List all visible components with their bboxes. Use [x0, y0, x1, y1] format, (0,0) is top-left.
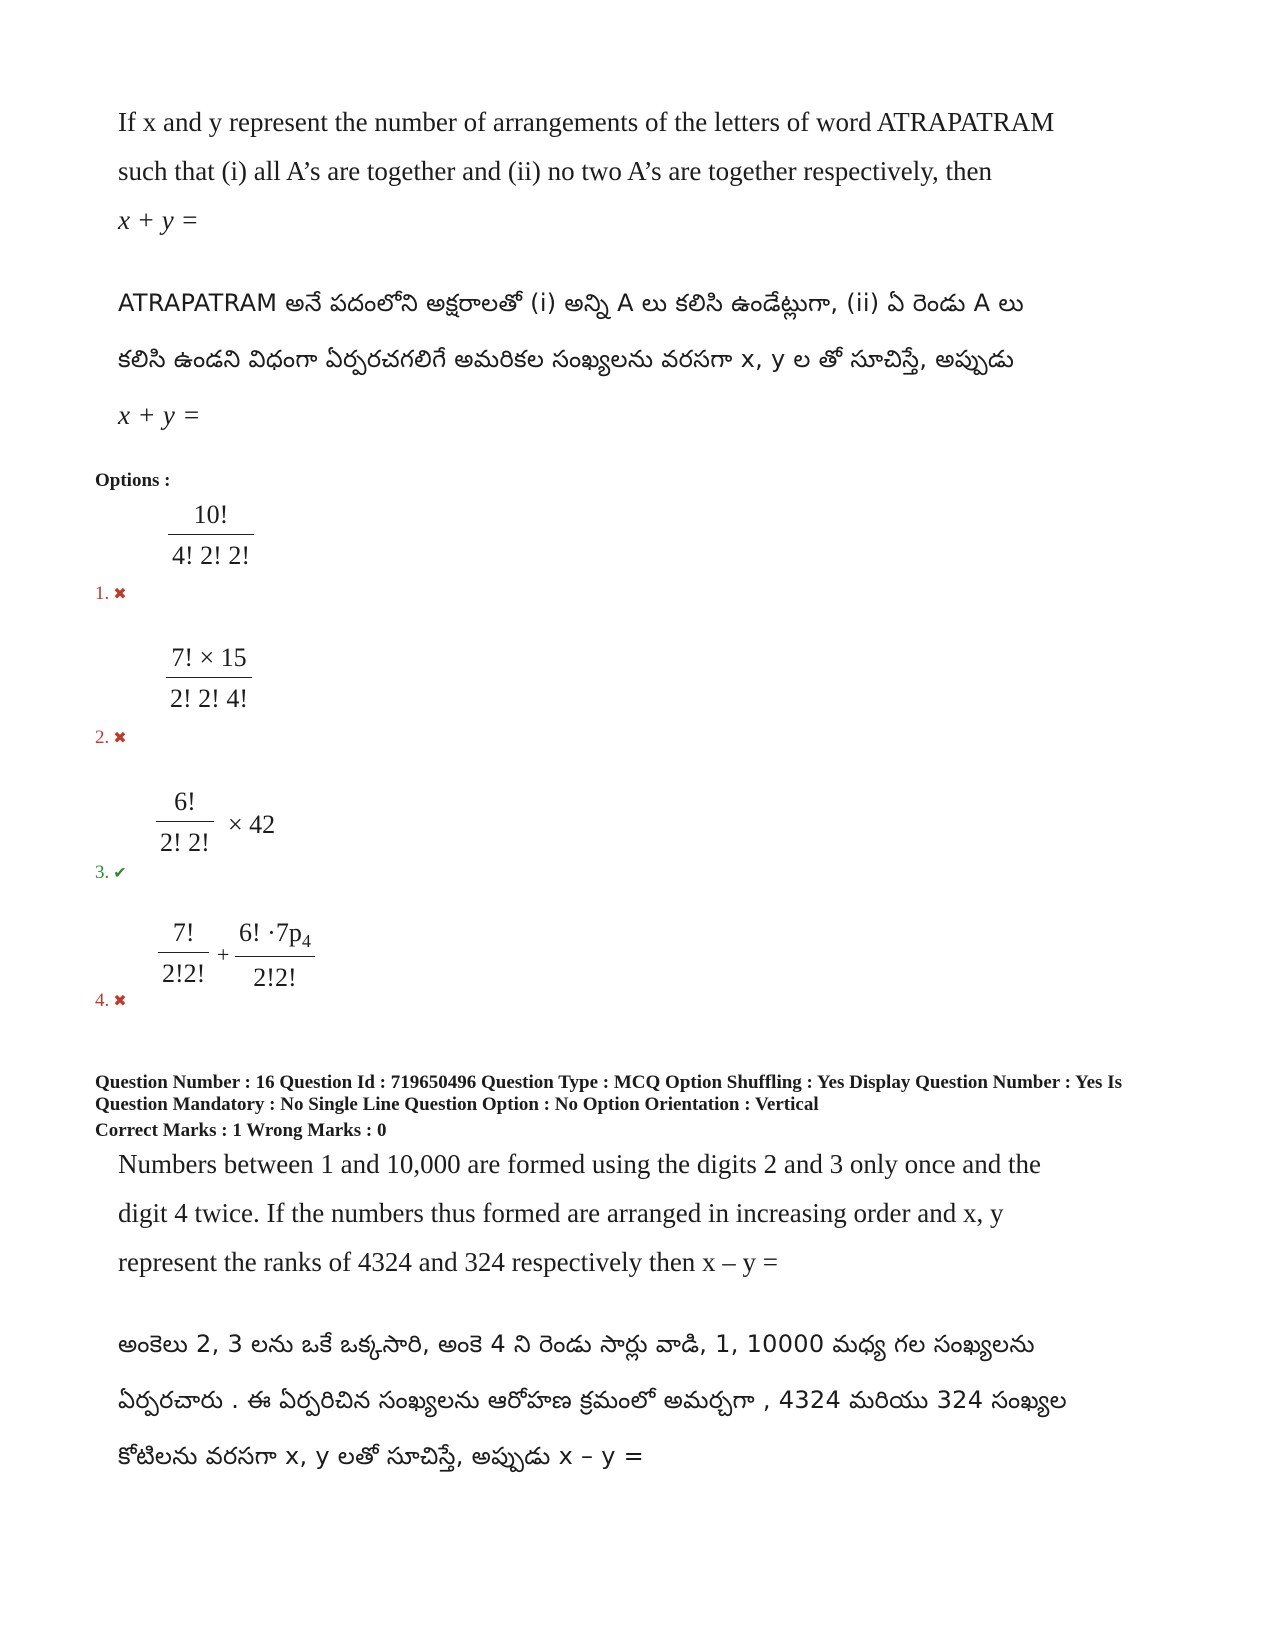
option-2-numerator: 7! × 15	[166, 643, 252, 678]
wrong-icon: ✖	[113, 730, 127, 747]
question-15-english	[118, 98, 1128, 245]
option-3-fraction	[156, 787, 214, 858]
q16-te-line-2: ఏర్పరచారు . ఈ ఏర్పరిచిన సంఖ్యలను ఆరోహణ క్రమంలో అమర్చగా , 4324 మరియు 324 సంఖ్యల	[118, 1386, 1067, 1414]
check-icon: ✔	[113, 865, 127, 882]
option-4-numerator-2-subscript: 4	[301, 931, 311, 952]
option-4-denominator-1: 2!2!	[162, 959, 206, 988]
option-3-denominator: 2! 2!	[160, 828, 210, 857]
question-16-english	[118, 1140, 1128, 1287]
option-2[interactable]	[95, 727, 127, 749]
meta-line-3: Correct Marks : 1 Wrong Marks : 0	[95, 1120, 387, 1141]
q15-te-line-3: x + y =	[118, 400, 201, 430]
option-4-number: 4.	[95, 990, 110, 1011]
q15-en-line-1: If x and y represent the number of arrangements of the letters of word ATRAPATRAM	[118, 107, 1055, 137]
options-label: Options :	[95, 470, 171, 491]
option-1[interactable]	[95, 583, 127, 605]
option-4-fraction-2	[235, 918, 315, 993]
q15-en-line-2: such that (i) all A’s are together and (ii) no two A’s are together respectively, then	[118, 156, 992, 186]
meta-line-1: Question Number : 16 Question Id : 719650496 Question Type : MCQ Option Shuffling : Yes Display Question Number : Yes Is	[95, 1072, 1122, 1093]
option-3[interactable]	[95, 862, 127, 884]
q15-te-line-1: ATRAPATRAM అనే పదంలోని అక్షరాలతో (i) అన్ని A లు కలిసి ఉండేట్లుగా, (ii) ఏ రెండు A లు	[118, 289, 1024, 317]
option-1-fraction	[168, 500, 254, 571]
option-1-number: 1.	[95, 583, 110, 604]
option-1-denominator: 4! 2! 2!	[172, 541, 250, 570]
q15-en-line-3: x + y =	[118, 205, 199, 235]
option-4-plus: +	[217, 942, 230, 967]
option-3-numerator: 6!	[156, 787, 214, 822]
q16-en-line-3: represent the ranks of 4324 and 324 respectively then x – y =	[118, 1247, 779, 1277]
option-4-numerator-2-text: 6! ·7p	[239, 918, 302, 947]
q16-te-line-1: అంకెలు 2, 3 లను ఒకే ఒక్కసారి, అంకె 4 ని రెండు సార్లు వాడి, 1, 10000 మధ్య గల సంఖ్యలను	[118, 1330, 1035, 1358]
question-16-telugu	[118, 1316, 1128, 1484]
option-1-numerator: 10!	[168, 500, 254, 535]
q16-en-line-2: digit 4 twice. If the numbers thus formed are arranged in increasing order and x, y	[118, 1198, 1004, 1228]
q16-en-line-1: Numbers between 1 and 10,000 are formed using the digits 2 and 3 only once and the	[118, 1149, 1042, 1179]
option-4-numerator-1: 7!	[158, 918, 209, 953]
question-16-meta	[95, 1072, 1175, 1142]
option-2-fraction	[166, 643, 252, 714]
option-4-fraction-1	[158, 918, 209, 989]
meta-line-2: Question Mandatory : No Single Line Question Option : No Option Orientation : Vertical	[95, 1094, 819, 1115]
q15-te-line-2: కలిసి ఉండని విధంగా ఏర్పరచగలిగే అమరికల సంఖ్యలను వరసగా x, y ల తో సూచిస్తే, అప్పుడు	[118, 345, 1015, 373]
option-2-number: 2.	[95, 727, 110, 748]
option-4-denominator-2: 2!2!	[253, 963, 297, 993]
option-3-number: 3.	[95, 862, 110, 883]
q16-te-line-3: కోటిలను వరసగా x, y లతో సూచిస్తే, అప్పుడు x – y =	[118, 1442, 645, 1470]
wrong-icon: ✖	[113, 586, 127, 603]
question-15-telugu	[118, 275, 1128, 443]
option-2-denominator: 2! 2! 4!	[170, 684, 248, 713]
option-4[interactable]	[95, 990, 127, 1012]
wrong-icon: ✖	[113, 993, 127, 1010]
option-4-numerator-2	[235, 918, 315, 957]
option-3-multiplier: × 42	[228, 810, 276, 839]
